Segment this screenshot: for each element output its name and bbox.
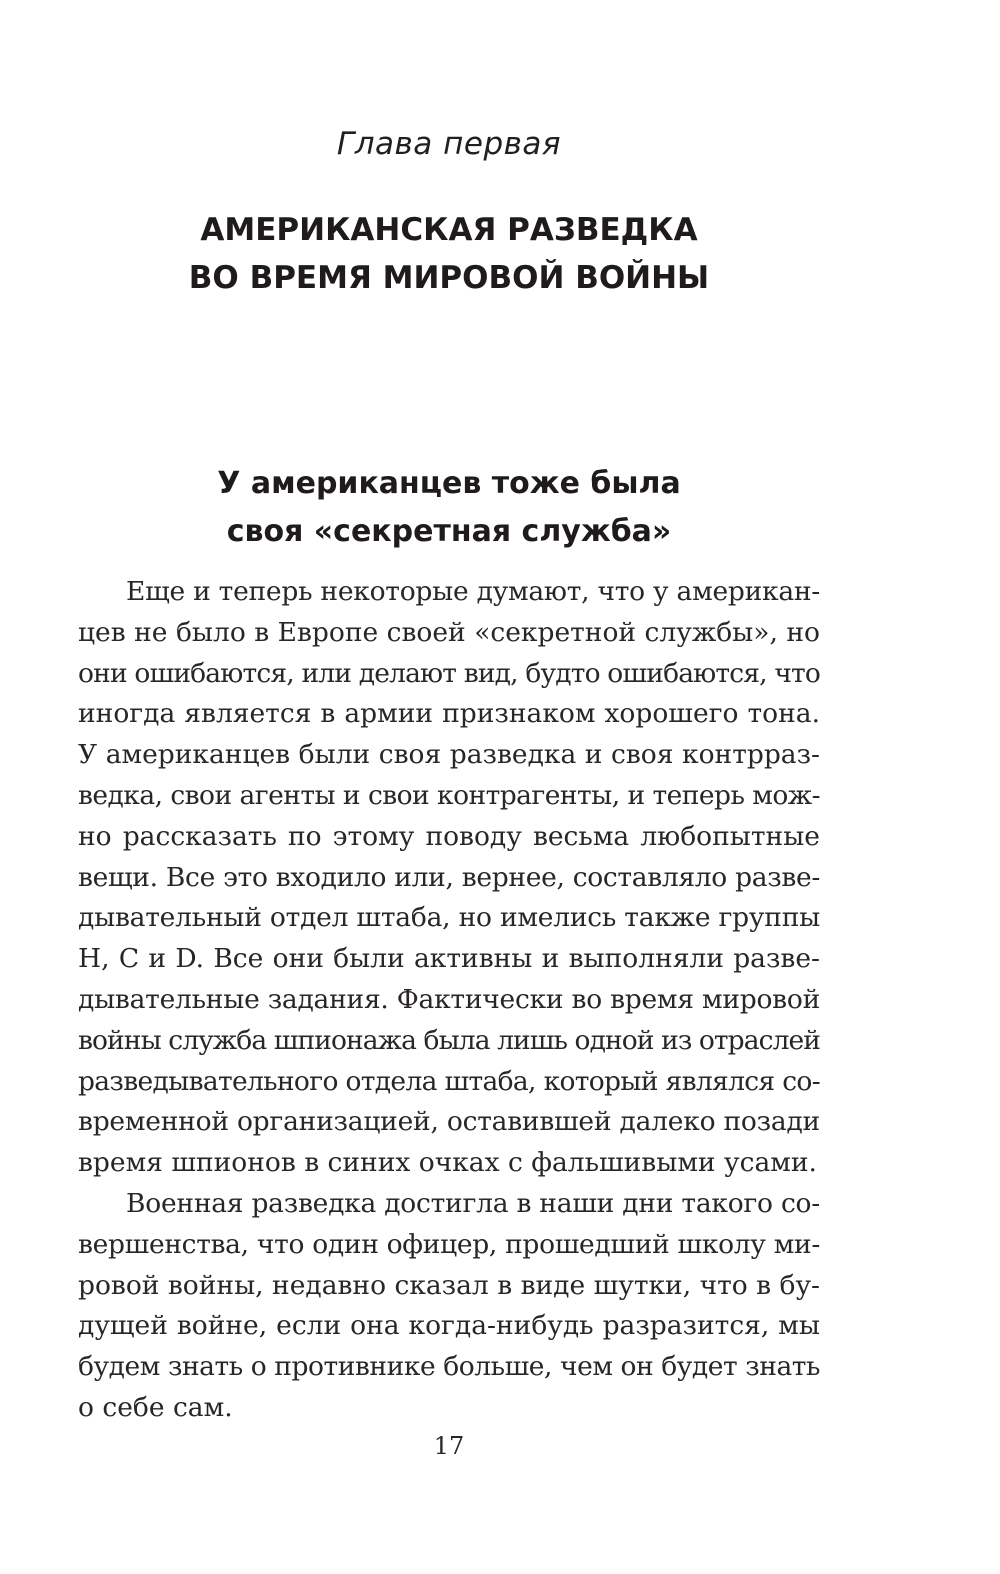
body-text [78, 572, 820, 1429]
text-line: ведка, свои агенты и свои контрагенты, и теперь мож- [78, 779, 821, 811]
paragraph [78, 1184, 820, 1429]
section-title-line: своя «секретная служба» [226, 514, 672, 549]
text-line: будем знать о противнике больше, чем он будет знать [78, 1351, 821, 1383]
chapter-label: Глава первая [336, 126, 562, 162]
text-line: дущей войне, если она когда-нибудь разразится, мы [78, 1310, 820, 1342]
text-line: они ошибаются, или делают вид, будто ошибаются, что [78, 657, 820, 689]
paragraph [78, 572, 820, 1184]
text-line: войны служба шпионажа была лишь одной из отраслей [78, 1024, 821, 1056]
text-line: ровой войны, недавно сказал в виде шутки, что в бу- [78, 1269, 820, 1301]
text-line: У американцев были своя разведка и своя контрраз- [78, 739, 820, 771]
chapter-title-line: ВО ВРЕМЯ МИРОВОЙ ВОЙНЫ [188, 260, 710, 296]
text-line: цев не было в Европе своей «секретной службы», но [78, 616, 820, 648]
text-line: временной организацией, оставившей далеко позади [78, 1106, 820, 1138]
text-line: вещи. Все это входило или, вернее, составляло разве- [78, 861, 820, 893]
section-title [0, 460, 898, 556]
text-line: дывательные задания. Фактически во время мировой [78, 983, 820, 1015]
text-line: разведывательного отдела штаба, который являлся со- [78, 1065, 821, 1097]
text-line: Еще и теперь некоторые думают, что у американ- [126, 576, 820, 607]
section-title-line: У американцев тоже была [217, 466, 681, 501]
chapter-title-line: АМЕРИКАНСКАЯ РАЗВЕДКА [200, 212, 698, 248]
text-line: иногда является в армии признаком хорошего тона. [78, 698, 820, 730]
text-line: H, C и D. Все они были активны и выполняли разве- [78, 943, 820, 975]
text-line: Военная разведка достигла в наши дни такого со- [126, 1187, 820, 1219]
text-line: время шпионов в синих очках с фальшивыми усами. [78, 1147, 817, 1179]
text-line: но рассказать по этому поводу весьма любопытные [78, 820, 820, 852]
text-line: дывательный отдел штаба, но имелись также группы [78, 902, 820, 934]
chapter-title [0, 206, 898, 302]
text-line: о себе сам. [78, 1391, 233, 1423]
page-number: 17 [433, 1432, 465, 1460]
text-line: вершенства, что один офицер, прошедший школу ми- [78, 1228, 820, 1260]
